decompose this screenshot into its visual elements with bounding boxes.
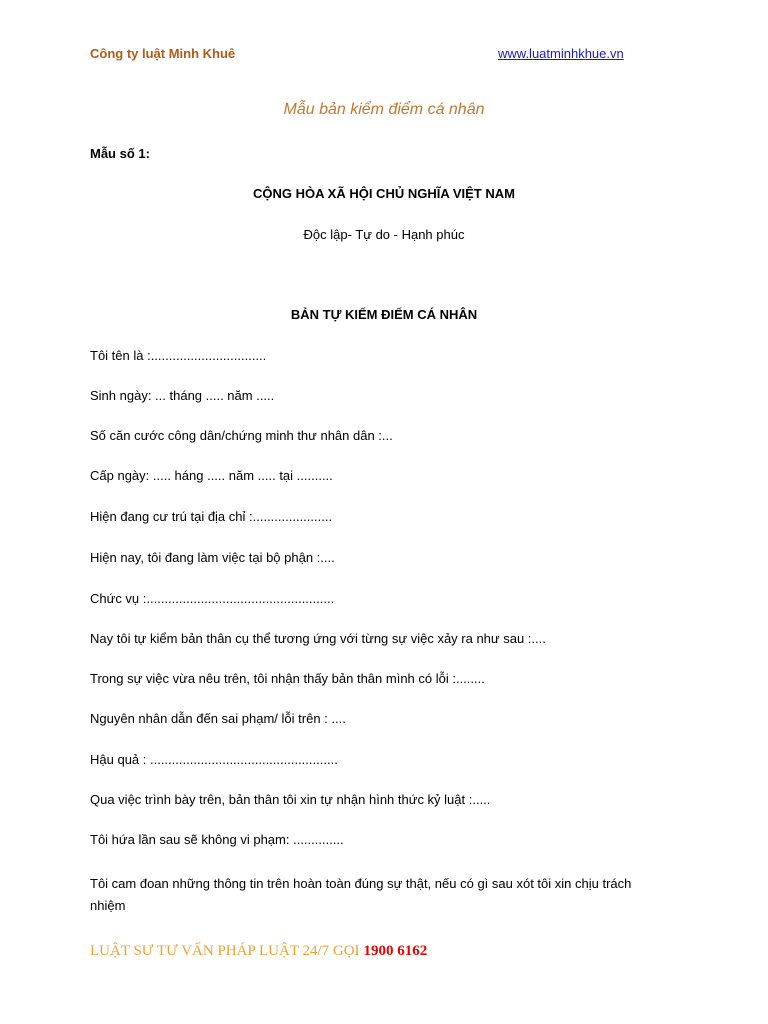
field-address: Hiện đang cư trú tại địa chỉ :...................... xyxy=(90,509,333,524)
field-id-number: Số căn cước công dân/chứng minh thư nhân dân :... xyxy=(90,428,393,443)
field-discipline: Qua việc trình bày trên, bản thân tôi xin tự nhận hình thức kỷ luật :..... xyxy=(90,792,491,807)
field-faults: Trong sự việc vừa nêu trên, tôi nhận thấy bản thân mình có lỗi :........ xyxy=(90,671,485,686)
field-date-of-birth: Sinh ngày: ... tháng ..... năm ..... xyxy=(90,388,275,403)
website-link[interactable]: www.luatminhkhue.vn xyxy=(498,46,624,61)
commitment-statement: Tôi cam đoan những thông tin trên hoàn toàn đúng sự thật, nếu có gì sau xót tôi xin chịu trách nhiệm xyxy=(90,876,632,913)
document-title: Mẫu bản kiểm điểm cá nhân xyxy=(283,101,485,118)
nation-motto: Độc lập- Tự do - Hạnh phúc xyxy=(303,227,465,242)
form-number: Mẫu số 1: xyxy=(90,146,150,161)
field-promise: Tôi hứa lần sau sẽ không vi phạm: .............. xyxy=(90,832,344,847)
company-name: Công ty luật Minh Khuê xyxy=(90,46,236,61)
field-consequence: Hậu quả : .................................................... xyxy=(90,752,338,767)
form-title: BẢN TỰ KIỂM ĐIỂM CÁ NHÂN xyxy=(290,307,478,322)
field-department: Hiện nay, tôi đang làm việc tại bộ phận :.... xyxy=(90,550,335,565)
footer-advert xyxy=(90,943,427,960)
field-cause: Nguyên nhân dẫn đến sai phạm/ lỗi trên : .... xyxy=(90,711,346,726)
field-issue-date: Cấp ngày: ..... háng ..... năm ..... tại .......... xyxy=(90,468,333,483)
footer-phone-number: 1900 6162 xyxy=(363,943,428,959)
nation-heading: CỘNG HÒA XÃ HỘI CHỦ NGHĨA VIỆT NAM xyxy=(253,186,515,201)
field-self-review: Nay tôi tự kiểm bản thân cụ thể tương ứng với từng sự việc xảy ra như sau :.... xyxy=(90,631,546,646)
field-full-name: Tôi tên là :................................ xyxy=(90,348,267,363)
field-position: Chức vụ :.................................................... xyxy=(90,591,335,606)
footer-ad-text: LUẬT SƯ TƯ VẤN PHÁP LUẬT 24/7 GỌI xyxy=(90,943,360,959)
